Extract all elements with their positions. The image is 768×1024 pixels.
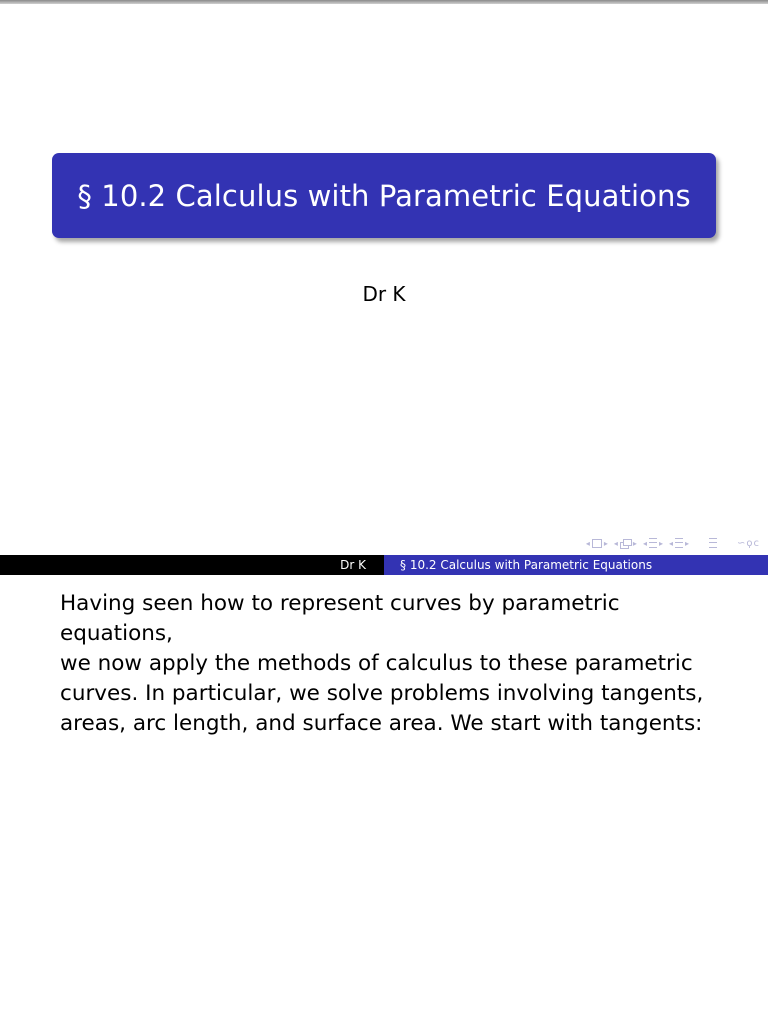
paragraph-line: areas, arc length, and surface area. We start with tangents: [60, 711, 703, 736]
slide-title: § 10.2 Calculus with Parametric Equations [77, 178, 691, 213]
intro-paragraph [60, 589, 720, 739]
arrow-right-icon[interactable]: ▸ [658, 538, 663, 548]
arrow-right-icon[interactable]: ▸ [603, 538, 608, 548]
arrow-left-icon[interactable]: ◂ [642, 538, 647, 548]
author-name: Dr K [362, 282, 406, 306]
footer-bar [0, 555, 768, 575]
title-box [52, 153, 716, 238]
arrow-right-icon[interactable]: ▸ [632, 538, 637, 548]
footer-author: Dr K [0, 555, 384, 575]
part-icon[interactable] [675, 538, 683, 548]
part-nav-icon[interactable] [669, 538, 689, 548]
arrow-left-icon[interactable]: ◂ [585, 538, 590, 548]
beamer-navigation-bar [586, 535, 760, 551]
frame-icon[interactable] [592, 539, 602, 548]
paragraph-line: Having seen how to represent curves by parametric equations, [60, 591, 620, 646]
subsection-icon[interactable] [620, 539, 631, 548]
top-border [0, 0, 768, 4]
subsection-nav-icon[interactable] [614, 539, 637, 548]
paragraph-line: curves. In particular, we solve problems involving tangents, [60, 681, 704, 706]
frame-nav-icon[interactable] [586, 539, 608, 548]
arrow-right-icon[interactable]: ▸ [684, 538, 689, 548]
arrow-left-icon[interactable]: ◂ [668, 538, 673, 548]
section-icon[interactable] [649, 538, 657, 548]
align-icon[interactable] [709, 538, 717, 548]
footer-title: § 10.2 Calculus with Parametric Equations [384, 555, 768, 575]
paragraph-line: we now apply the methods of calculus to these parametric [60, 651, 693, 676]
section-nav-icon[interactable] [643, 538, 663, 548]
arrow-left-icon[interactable]: ◂ [613, 538, 618, 548]
search-zoom-icon[interactable]: ∽ϙϲ [737, 537, 760, 549]
